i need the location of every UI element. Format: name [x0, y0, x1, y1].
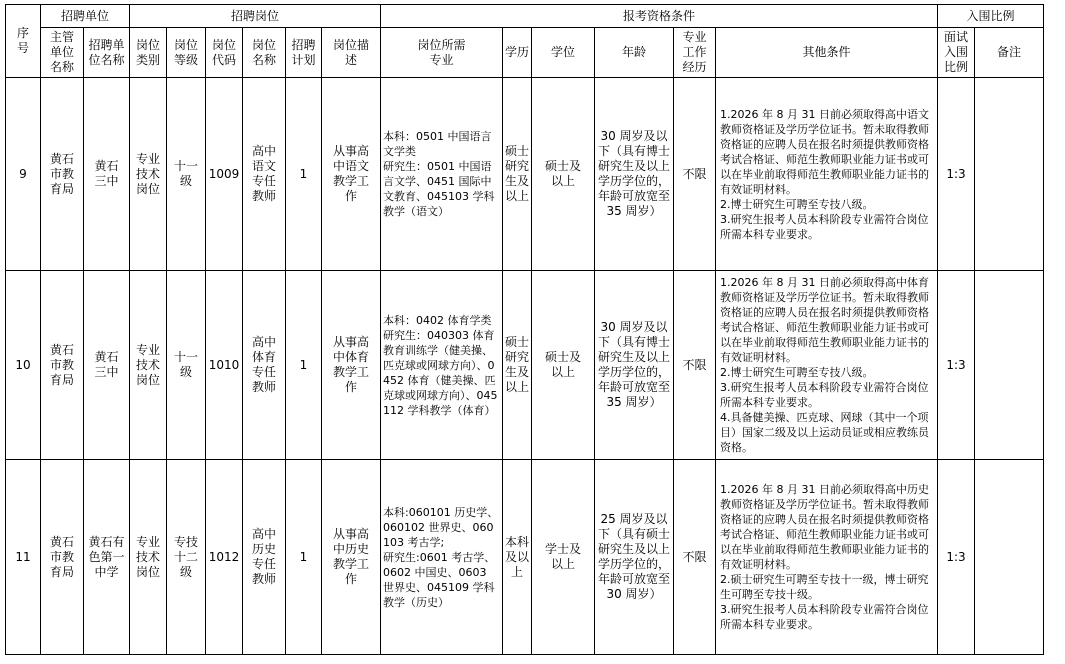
cell-plan: 1 [286, 460, 322, 655]
cell-category: 专业 技术 岗位 [130, 78, 167, 271]
cell-degree: 硕士及 以上 [532, 78, 595, 271]
col-header-others: 其他条件 [716, 28, 938, 78]
cell-remark [975, 271, 1044, 460]
col-header-plan: 招聘 计划 [286, 28, 322, 78]
table-row [6, 460, 1044, 655]
cell-desc: 从事高 中历史 教学工 作 [322, 460, 381, 655]
cell-degree: 硕士及 以上 [532, 271, 595, 460]
group-header-qualification: 报考资格条件 [381, 5, 938, 28]
cell-major: 本科:060101 历史学、060102 世界史、060103 考古学; 研究生:0601 考古学、0602 中国史、0603 世界史、045109 学科教学（历史） [381, 460, 503, 655]
cell-experience: 不限 [674, 460, 716, 655]
col-header-category: 岗位 类别 [130, 28, 167, 78]
header-group-row [6, 5, 1044, 28]
cell-category: 专业 技术 岗位 [130, 460, 167, 655]
col-header-unit-name: 招聘单 位名称 [84, 28, 130, 78]
cell-code: 1009 [206, 78, 243, 271]
cell-age: 30 周岁及以下（具有博士研究生及以上学历学位的，年龄可放宽至 35 周岁） [595, 78, 674, 271]
cell-age: 25 周岁及以下（具有硕士研究生及以上学历学位的，年龄可放宽至 30 周岁） [595, 460, 674, 655]
cell-desc: 从事高 中语文 教学工 作 [322, 78, 381, 271]
col-header-remark: 备注 [975, 28, 1044, 78]
col-header-major: 岗位所需 专业 [381, 28, 503, 78]
col-header-experience: 专业 工作 经历 [674, 28, 716, 78]
cell-dept: 黄石 市教 育局 [41, 460, 84, 655]
col-header-age: 年龄 [595, 28, 674, 78]
cell-level: 十一 级 [167, 271, 206, 460]
cell-desc: 从事高 中体育 教学工 作 [322, 271, 381, 460]
cell-seq: 11 [6, 460, 41, 655]
col-header-code: 岗位 代码 [206, 28, 243, 78]
cell-unit-name: 黄石 三中 [84, 271, 130, 460]
col-header-interview-ratio: 面试 入围 比例 [938, 28, 975, 78]
cell-seq: 9 [6, 78, 41, 271]
cell-remark [975, 78, 1044, 271]
col-header-seq: 序 号 [6, 5, 41, 78]
cell-ratio: 1:3 [938, 271, 975, 460]
col-header-level: 岗位 等级 [167, 28, 206, 78]
cell-unit-name: 黄石有 色第一 中学 [84, 460, 130, 655]
recruitment-table [5, 4, 1044, 655]
table-row [6, 78, 1044, 271]
col-header-education: 学历 [503, 28, 532, 78]
col-header-dept: 主管 单位 名称 [41, 28, 84, 78]
cell-post-name: 高中 历史 专任 教师 [243, 460, 286, 655]
cell-major: 本科：0501 中国语言文学类 研究生：0501 中国语言文学、0451 国际中文教育、045103 学科教学（语文） [381, 78, 503, 271]
cell-experience: 不限 [674, 271, 716, 460]
cell-others: 1.2026 年 8 月 31 日前必须取得高中历史教师资格证及学历学位证书。暂未取得教师资格证的应聘人员在报名时须提供教师资格考试合格证、师范生教师职业能力证书或可以在毕业前取得师范生教师职业能力证书的有效证明材料。 2.硕士研究生可聘至专技十一级，博士研究生可聘至专技十级。 3.研究生报考人员本科阶段专业需符合岗位所需本科专业要求。 [716, 460, 938, 655]
cell-ratio: 1:3 [938, 460, 975, 655]
cell-seq: 10 [6, 271, 41, 460]
group-header-position: 招聘岗位 [130, 5, 381, 28]
col-header-post-name: 岗位 名称 [243, 28, 286, 78]
cell-level: 专技 十二 级 [167, 460, 206, 655]
cell-post-name: 高中 语文 专任 教师 [243, 78, 286, 271]
cell-unit-name: 黄石 三中 [84, 78, 130, 271]
cell-plan: 1 [286, 271, 322, 460]
cell-ratio: 1:3 [938, 78, 975, 271]
cell-post-name: 高中 体育 专任 教师 [243, 271, 286, 460]
cell-code: 1010 [206, 271, 243, 460]
cell-others: 1.2026 年 8 月 31 日前必须取得高中体育教师资格证及学历学位证书。暂未取得教师资格证的应聘人员在报名时须提供教师资格考试合格证、师范生教师职业能力证书或可以在毕业前取得师范生教师职业能力证书的有效证明材料。 2.博士研究生可聘至专技八级。 3.研究生报考人员本科阶段专业需符合岗位所需本科专业要求。 4.具备健美操、匹克球、网球（其中一个项目）国家二级及以上运动员证或相应教练员资格。 [716, 271, 938, 460]
recruitment-table-wrapper [5, 4, 1044, 655]
group-header-unit: 招聘单位 [41, 5, 130, 28]
cell-experience: 不限 [674, 78, 716, 271]
cell-education: 硕士 研究 生及 以上 [503, 78, 532, 271]
col-header-desc: 岗位描 述 [322, 28, 381, 78]
cell-dept: 黄石 市教 育局 [41, 78, 84, 271]
group-header-ratio: 入围比例 [938, 5, 1044, 28]
col-header-degree: 学位 [532, 28, 595, 78]
cell-degree: 学士及 以上 [532, 460, 595, 655]
table-row [6, 271, 1044, 460]
cell-dept: 黄石 市教 育局 [41, 271, 84, 460]
cell-category: 专业 技术 岗位 [130, 271, 167, 460]
header-column-row [6, 28, 1044, 78]
cell-remark [975, 460, 1044, 655]
cell-code: 1012 [206, 460, 243, 655]
cell-others: 1.2026 年 8 月 31 日前必须取得高中语文教师资格证及学历学位证书。暂未取得教师资格证的应聘人员在报名时须提供教师资格考试合格证、师范生教师职业能力证书或可以在毕业前取得师范生教师职业能力证书的有效证明材料。 2.博士研究生可聘至专技八级。 3.研究生报考人员本科阶段专业需符合岗位所需本科专业要求。 [716, 78, 938, 271]
cell-age: 30 周岁及以下（具有博士研究生及以上学历学位的，年龄可放宽至 35 周岁） [595, 271, 674, 460]
cell-education: 硕士 研究 生及 以上 [503, 271, 532, 460]
cell-plan: 1 [286, 78, 322, 271]
cell-major: 本科：0402 体育学类 研究生：040303 体育教育训练学（健美操、匹克球或网球方向）、0452 体育（健美操、匹克球或网球方向）、045112 学科教学（体育） [381, 271, 503, 460]
cell-level: 十一 级 [167, 78, 206, 271]
cell-education: 本科 及以 上 [503, 460, 532, 655]
